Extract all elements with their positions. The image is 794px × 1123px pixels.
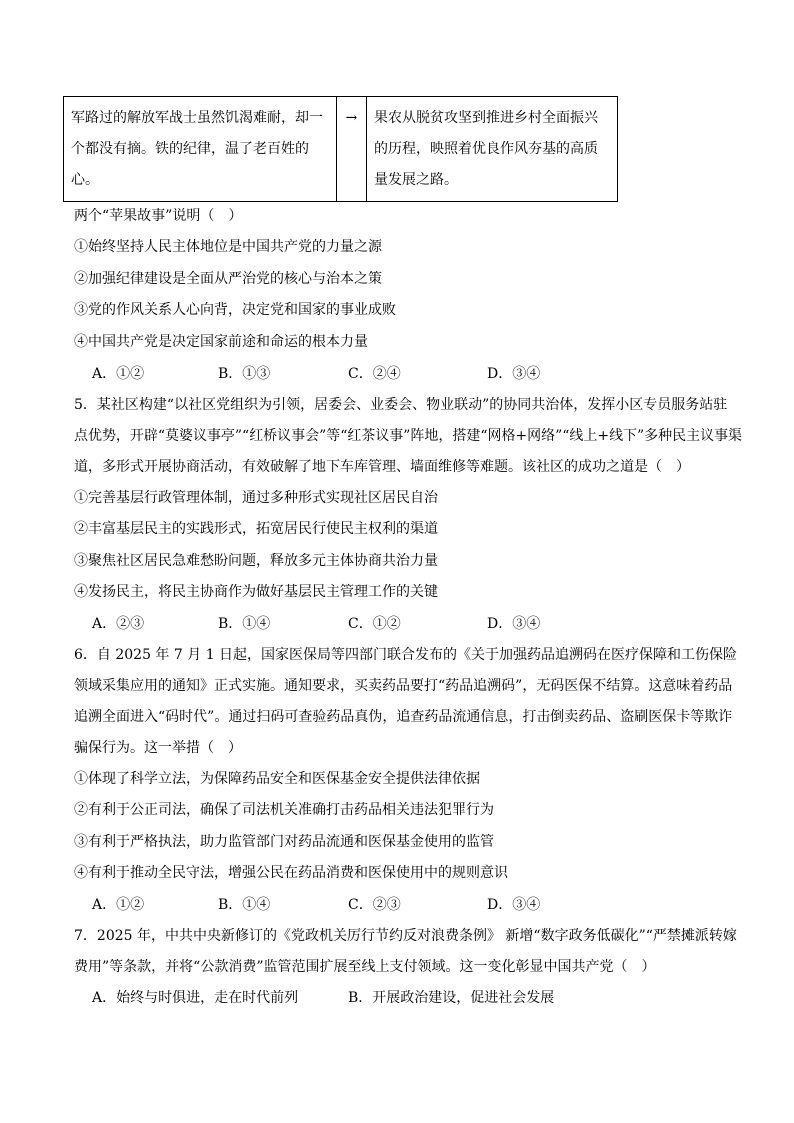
q4-item-3: ③党的作风关系人心向背，决定党和国家的事业成败 <box>74 302 396 318</box>
q6-line-1: 6．自 2025 年 7 月 1 日起，国家医保局等四部门联合发布的《关于加强药品追溯码在医疗保障和工伤保险 <box>74 647 738 663</box>
q5-item-1: ①完善基层行政管理体制，通过多种形式实现社区居民自治 <box>74 490 438 506</box>
q4-option-d: D．③④ <box>487 366 541 382</box>
q5-line-1: 5．某社区构建“以社区党组织为引领，居委会、业委会、物业联动”的协同共治体，发挥小区专员服务站驻 <box>74 397 728 413</box>
q6-item-3: ③有利于严格执法，助力监管部门对药品流通和医保基金使用的监管 <box>74 834 494 850</box>
q7-option-b: B．开展政治建设，促进社会发展 <box>348 990 555 1006</box>
q6-item-4: ④有利于推动全民守法，增强公民在药品消费和医保使用中的规则意识 <box>74 865 508 881</box>
q5-item-3: ③聚焦社区居民急难愁盼问题，释放多元主体协商共治力量 <box>74 553 438 569</box>
q4-option-a: A．①② <box>92 366 145 382</box>
q6-line-3: 追溯全面进入“码时代”。通过扫码可查验药品真伪，追查药品流通信息，打击倒卖药品、盗刷医保卡等欺诈 <box>74 709 733 725</box>
q6-option-a: A．①② <box>92 897 145 913</box>
table-arrow-cell <box>337 97 367 202</box>
q4-option-c: C．②④ <box>348 366 401 382</box>
q7-line-1: 7．2025 年，中共中央新修订的《党政机关厉行节约反对浪费条例》 新增“数字政务低碳化”“严禁摊派转嫁 <box>74 928 737 944</box>
q7-line-2: 费用”等条款，并将“公款消费”监管范围扩展至线上支付领域。这一变化彰显中国共产党（ ） <box>74 959 656 975</box>
q6-item-1: ①体现了科学立法，为保障药品安全和医保基金安全提供法律依据 <box>74 771 480 787</box>
q6-line-2: 领域采集应用的通知》正式实施。通知要求，买卖药品要打“药品追溯码”，无码医保不结算。这意味着药品 <box>74 678 733 694</box>
table-right-cell: 果农从脱贫攻坚到推进乡村全面振兴的历程，映照着优良作风夯基的高质量发展之路。 <box>367 97 618 202</box>
q6-option-b: B．①④ <box>218 897 271 913</box>
story-table <box>63 96 618 202</box>
q6-option-c: C．②③ <box>348 897 401 913</box>
q5-option-b: B．①④ <box>218 616 271 632</box>
q5-option-a: A．②③ <box>92 616 145 632</box>
q6-option-d: D．③④ <box>487 897 541 913</box>
q4-option-b: B．①③ <box>218 366 271 382</box>
q4-item-2: ②加强纪律建设是全面从严治党的核心与治本之策 <box>74 271 382 287</box>
q4-item-4: ④中国共产党是决定国家前途和命运的根本力量 <box>74 334 368 350</box>
q5-option-c: C．①② <box>348 616 401 632</box>
q5-line-3: 道，多形式开展协商活动，有效破解了地下车库管理、墙面维修等难题。该社区的成功之道是（ ） <box>74 459 690 475</box>
q5-option-d: D．③④ <box>487 616 541 632</box>
table-left-cell: 军路过的解放军战士虽然饥渴难耐，却一个都没有摘。铁的纪律，温了老百姓的心。 <box>64 97 337 202</box>
q4-stem: 两个“苹果故事”说明（ ） <box>74 208 243 224</box>
q5-item-2: ②丰富基层民主的实践形式，拓宽居民行使民主权利的渠道 <box>74 521 438 537</box>
q7-option-a: A．始终与时俱进，走在时代前列 <box>92 990 299 1006</box>
q6-line-4: 骗保行为。这一举措（ ） <box>74 740 242 756</box>
q5-item-4: ④发扬民主，将民主协商作为做好基层民主管理工作的关键 <box>74 584 438 600</box>
q5-line-2: 点优势，开辟“莫婆议事亭”“红桥议事会”等“红茶议事”阵地，搭建“网格+网络”“线上+线下”多种民主议事渠 <box>74 428 743 444</box>
q4-item-1: ①始终坚持人民主体地位是中国共产党的力量之源 <box>74 239 382 255</box>
q6-item-2: ②有利于公正司法，确保了司法机关准确打击药品相关违法犯罪行为 <box>74 802 494 818</box>
arrow-icon: → <box>345 110 358 126</box>
